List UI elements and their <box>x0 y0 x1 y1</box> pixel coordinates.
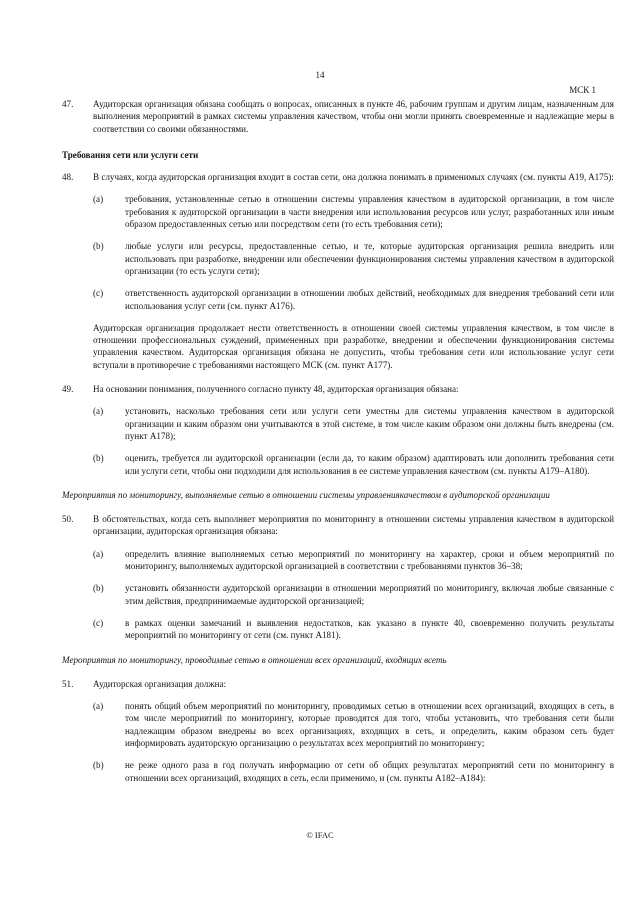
paragraph-47 <box>62 98 614 135</box>
paragraph-text: Аудиторская организация должна: <box>93 678 227 689</box>
paragraph-48 <box>62 171 614 371</box>
list-text: оценить, требуется ли аудиторской организации (если да, то каким образом) адаптировать или дополнить требования сети или услуги сети, чтобы они подходили для использования в ее системе управления качеством (см. пункты A179–A180). <box>125 453 614 476</box>
paragraph-text: Аудиторская организация обязана сообщать о вопросах, описанных в пункте 46, рабочим группам и другим лицам, назначенным для выполнения мероприятий в рамках системы управления качеством, чтобы они могли принять своевременные и надлежащие меры в соответствии со своими обязанностями. <box>93 99 614 134</box>
list-label: (b) <box>93 583 104 594</box>
list-label: (a) <box>93 548 104 559</box>
list-item <box>93 240 614 277</box>
paragraph-number: 50. <box>62 514 74 525</box>
paragraph-number: 51. <box>62 678 74 689</box>
footer-copyright: © IFAC <box>306 830 334 840</box>
list-item <box>93 287 614 312</box>
section-heading-monitoring-network: Мероприятия по мониторингу, проводимые сетью в отношении всех организаций, входящих всеть <box>62 654 447 665</box>
list-text: установить обязанности аудиторской организации в отношении мероприятий по мониторингу, включая любые связанные с этим действия, предпринимаемые аудиторской организацией; <box>125 583 614 606</box>
list-text: не реже одного раза в год получать информацию от сети об общих результатах мероприятий сети по мониторингу в отношении всех организаций, входящих в сеть, если применимо, и (см. пункты A182–A184): <box>125 760 614 783</box>
list-label: (a) <box>93 701 104 712</box>
list-label: (b) <box>93 453 104 464</box>
page-number: 14 <box>315 70 325 80</box>
list-item <box>93 548 614 573</box>
list-item <box>93 405 614 442</box>
list-item <box>93 700 614 749</box>
list-text: любые услуги или ресурсы, предоставленные сетью, и те, которые аудиторская организация решила внедрить или использовать при разработке, внедрении или обеспечении функционирования системы управления качеством в аудиторской организации (то есть услуги сети); <box>125 241 614 276</box>
list-label: (b) <box>93 241 104 252</box>
page-content <box>62 98 614 796</box>
list-item <box>93 452 614 477</box>
list-text: в рамках оценки замечаний и выявления недостатков, как указано в пункте 40, своевременно получить результаты мероприятий по мониторингу от сети (см. пункт A181). <box>125 617 614 641</box>
list-label: (c) <box>93 288 104 299</box>
paragraph-text: На основании понимания, полученного согласно пункту 48, аудиторская организация обязана: <box>93 384 459 395</box>
paragraph-number: 49. <box>62 384 74 395</box>
paragraph-continuation: Аудиторская организация продолжает нести ответственность в отношении своей системы управления качеством, в том числе в отношении профессиональных суждений, примененных при разработке, внедрении и обеспечении функционирования системы управления качеством. Аудиторская организация обязана не допустить, чтобы требования сети или использование услуг сети вступали в противоречие с требованиями настоящего МСК (см. пункт A177). <box>93 322 614 370</box>
list-label: (c) <box>93 617 104 628</box>
paragraph-50 <box>62 513 614 641</box>
list-item <box>93 617 614 642</box>
list-item <box>93 193 614 230</box>
paragraph-51 <box>62 678 614 784</box>
section-heading-network: Требования сети или услуги сети <box>62 149 199 160</box>
list-label: (a) <box>93 406 104 417</box>
list-label: (a) <box>93 194 104 205</box>
list-text: ответственность аудиторской организации в отношении любых действий, необходимых для внедрения требований сети или использования услуг сети (см. пункт A176). <box>125 288 614 311</box>
list-text: требования, установленные сетью в отношении системы управления качеством в аудиторской организации, в том числе требования к аудиторской организации в части внедрения или использования ресурсов или услуг, разработанных или иным образом предоставленных сетью или посредством сети (то есть требования сети); <box>125 194 614 230</box>
paragraph-text: В случаях, когда аудиторская организация входит в состав сети, она должна понимать в применимых случаях (см. пункты A19, A175): <box>93 172 614 183</box>
list-text: понять общий объем мероприятий по мониторингу, проводимых сетью в отношении всех организаций, входящих в сеть, в том числе мероприятий по мониторингу, которые проводятся для того, чтобы установить, что требования сети были надлежащим образом внедрены во всех организациях, входящих в сеть, и определить, каким образом сеть будет информировать аудиторскую организацию о результатах всех мероприятий по мониторингу; <box>125 701 614 748</box>
list-label: (b) <box>93 760 104 771</box>
list-item <box>93 759 614 784</box>
paragraph-number: 48. <box>62 172 74 183</box>
paragraph-49 <box>62 383 614 477</box>
list-text: определить влияние выполняемых сетью мероприятий по мониторингу на характер, сроки и объем мероприятий по мониторингу, выполняемых аудиторской организацией в соответствии с требованиями пунктов 36–38; <box>125 548 614 572</box>
paragraph-number: 47. <box>62 99 74 109</box>
list-text: установить, насколько требования сети или услуги сети уместны для системы управления качеством в аудиторской организации и каким образом они учитываются в этой системе, в том числе каким образом они должны быть внедрены (см. пункт A178); <box>125 406 614 441</box>
standard-label: МСК 1 <box>569 85 596 95</box>
list-item <box>93 582 614 607</box>
paragraph-text: В обстоятельствах, когда сеть выполняет мероприятия по мониторингу в отношении системы управления качеством в аудиторской организации, аудиторская организация обязана: <box>93 514 614 537</box>
section-heading-monitoring-firm: Мероприятия по мониторингу, выполняемые сетью в отношении системы управлениякачеством в аудиторской организации <box>62 489 550 500</box>
